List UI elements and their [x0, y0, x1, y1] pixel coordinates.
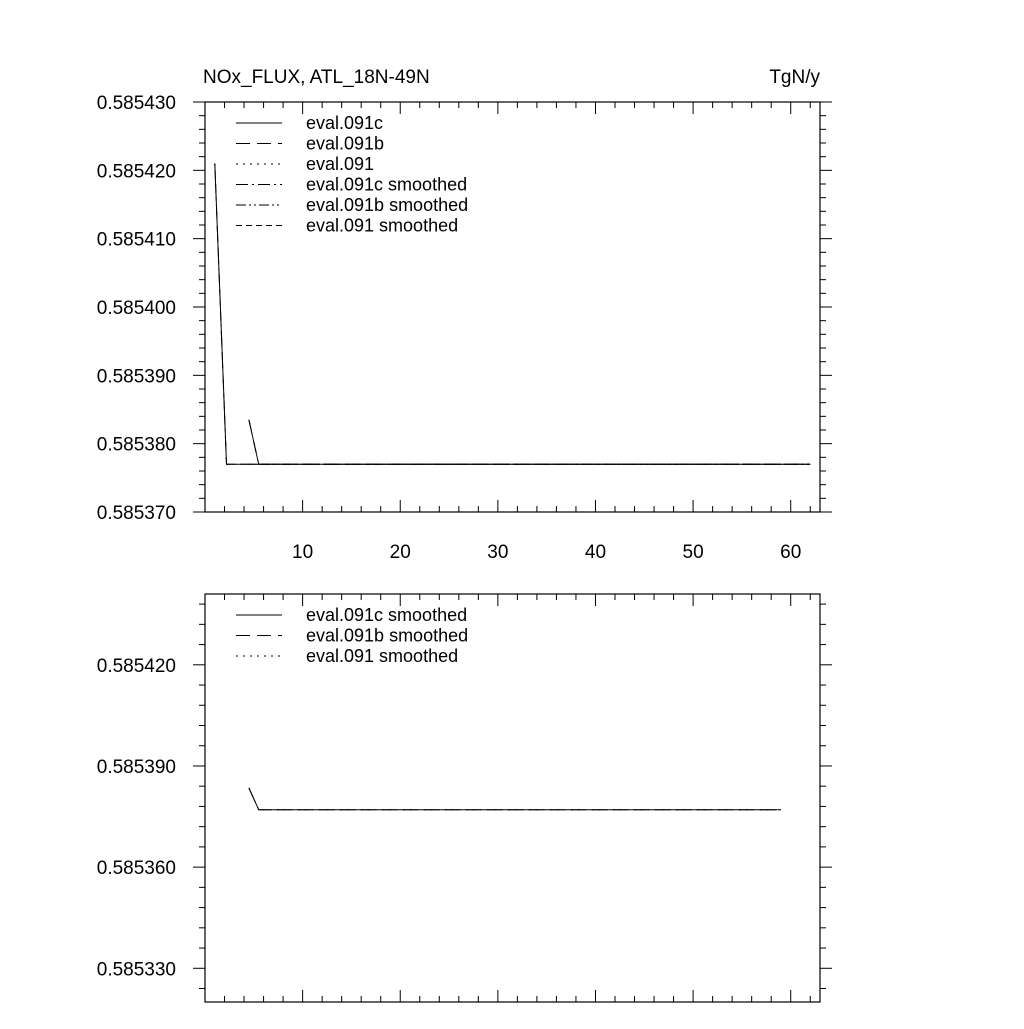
- top-chart-panel: [97, 67, 832, 563]
- y-tick-label: 0.585420: [96, 161, 176, 183]
- series-line: [249, 420, 810, 464]
- chart-units-label: TgN/y: [769, 67, 820, 88]
- legend-label: eval.091: [306, 154, 375, 174]
- series-line: [249, 788, 781, 810]
- y-tick-label: 0.585390: [96, 756, 176, 778]
- legend-label: eval.091c: [306, 113, 384, 133]
- y-tick-label: 0.585420: [96, 655, 176, 677]
- series-line: [249, 788, 781, 810]
- plot-frame: [205, 594, 820, 1002]
- legend-label: eval.091b smoothed: [306, 625, 469, 646]
- series-line: [215, 164, 810, 465]
- series-line: [215, 164, 810, 465]
- y-tick-label: 0.585380: [96, 434, 176, 456]
- legend-label: eval.091c smoothed: [306, 174, 468, 195]
- y-tick-label: 0.585400: [96, 298, 176, 319]
- y-tick-label: 0.585370: [96, 503, 176, 524]
- x-tick-label: 10: [292, 542, 314, 563]
- y-tick-label: 0.585330: [96, 959, 176, 981]
- series-line: [249, 420, 810, 464]
- legend-label: eval.091b smoothed: [306, 195, 469, 215]
- y-tick-label: 0.585410: [96, 229, 176, 251]
- x-tick-label: 40: [584, 542, 607, 563]
- series-line: [249, 420, 810, 464]
- chart-title: NOx_FLUX, ATL_18N-49N: [203, 67, 430, 88]
- legend-label: eval.091 smoothed: [306, 215, 459, 236]
- x-tick-label: 20: [389, 542, 411, 563]
- plot-frame: [205, 102, 820, 512]
- series-line: [215, 164, 810, 465]
- legend-label: eval.091b: [306, 133, 385, 154]
- x-tick-label: 60: [780, 542, 802, 563]
- x-tick-label: 30: [487, 542, 509, 563]
- y-tick-label: 0.585430: [96, 93, 176, 114]
- y-tick-label: 0.585390: [96, 366, 176, 388]
- bottom-chart-panel: [97, 594, 832, 1002]
- x-tick-label: 50: [682, 542, 704, 563]
- y-tick-label: 0.585360: [96, 858, 176, 880]
- legend-label: eval.091c smoothed: [306, 605, 468, 625]
- series-line: [249, 788, 781, 810]
- legend-label: eval.091 smoothed: [306, 646, 459, 666]
